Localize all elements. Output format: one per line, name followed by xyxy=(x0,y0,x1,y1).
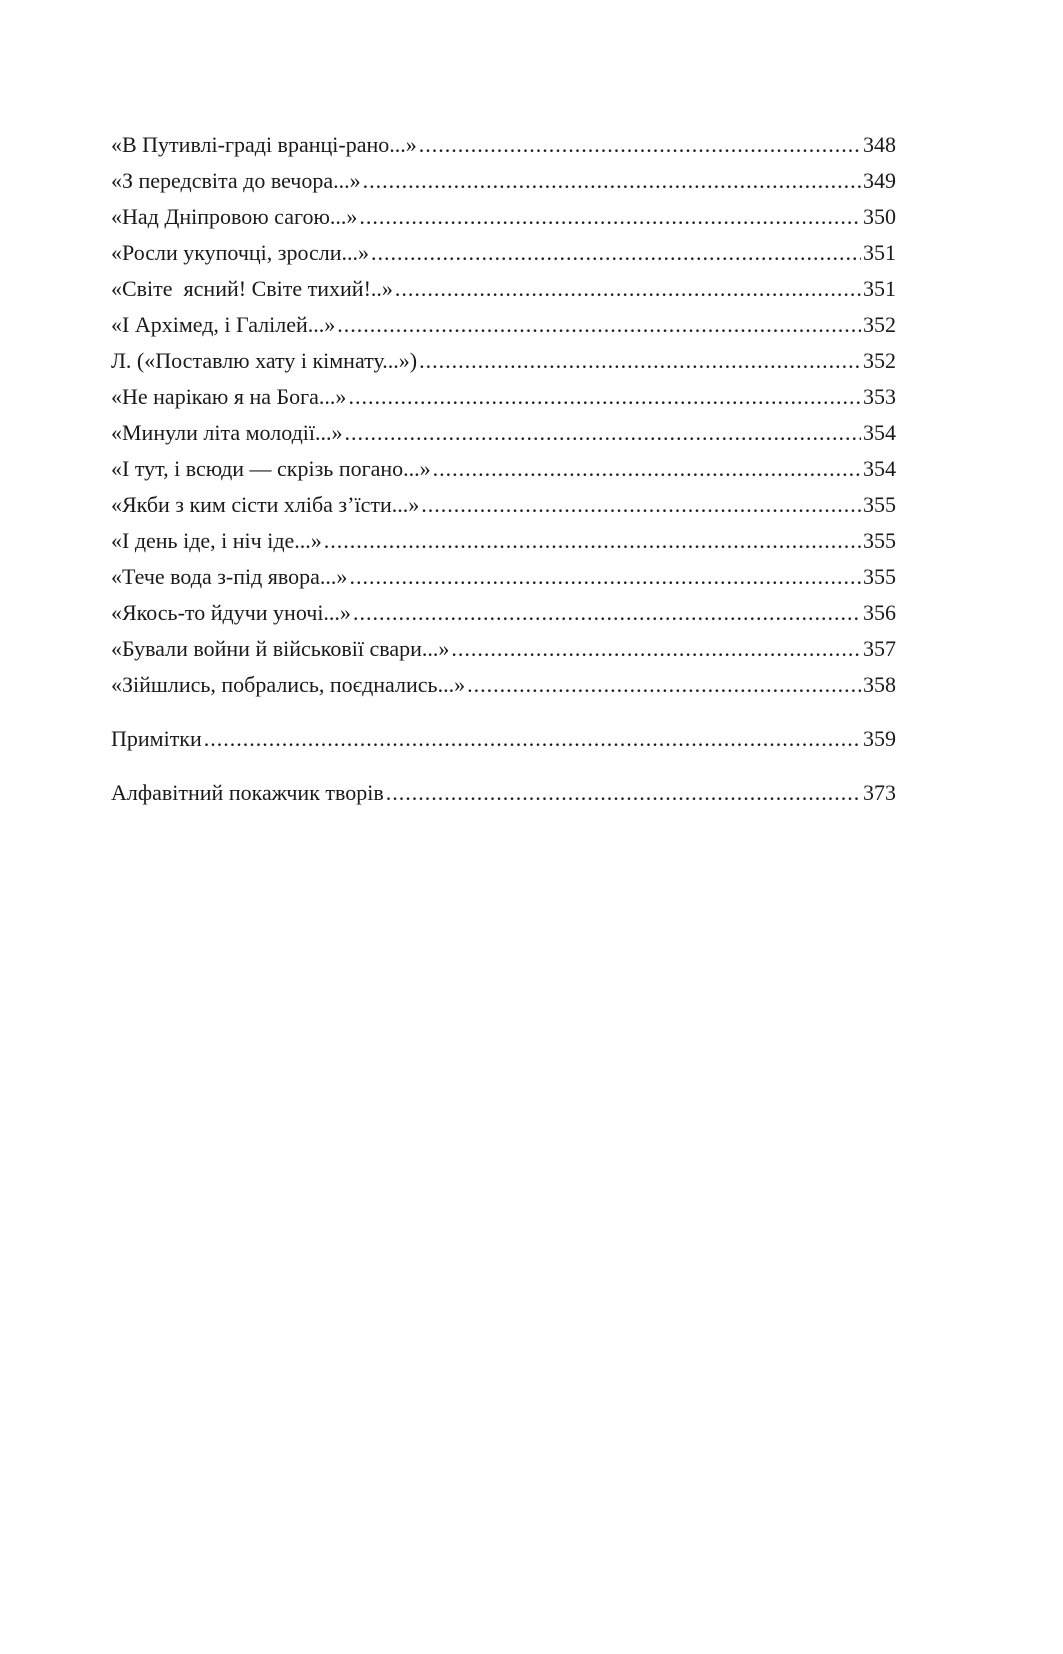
toc-entry-title: «І тут, і всюди — скрізь погано...» xyxy=(111,456,431,481)
toc-entry-page: 355 xyxy=(863,564,896,589)
toc-entry-page: 350 xyxy=(863,204,896,229)
dot-leader xyxy=(353,595,861,631)
toc-entry xyxy=(111,235,896,271)
toc-entry-page: 358 xyxy=(863,672,896,697)
toc-entry-notes xyxy=(111,721,896,757)
toc-entry-page: 354 xyxy=(863,456,896,481)
section-gap xyxy=(111,757,896,775)
toc-entry-title: «Росли укупочці, зросли...» xyxy=(111,240,370,265)
section-gap xyxy=(111,703,896,721)
toc-entry-page: 351 xyxy=(863,276,896,301)
dot-leader xyxy=(386,775,861,811)
toc-entry-page: 348 xyxy=(863,132,896,157)
toc-entry-page: 373 xyxy=(863,780,896,805)
toc-entry-title: Алфавітний покажчик творів xyxy=(111,780,384,805)
dot-leader xyxy=(419,343,861,379)
toc-entry-title: «І Архімед, і Галілей...» xyxy=(111,312,336,337)
dot-leader xyxy=(345,415,861,451)
dot-leader xyxy=(467,667,861,703)
toc-entry-page: 351 xyxy=(863,240,896,265)
toc-entry xyxy=(111,451,896,487)
toc-entry-page: 355 xyxy=(863,492,896,517)
toc-entry xyxy=(111,307,896,343)
toc-entry xyxy=(111,127,896,163)
toc-entry-page: 353 xyxy=(863,384,896,409)
toc-entry xyxy=(111,343,896,379)
toc-entry xyxy=(111,667,896,703)
toc-entry-page: 356 xyxy=(863,600,896,625)
toc-entry-page: 355 xyxy=(863,528,896,553)
toc-entry xyxy=(111,631,896,667)
toc-entry xyxy=(111,487,896,523)
toc-entry-title: «Якби з ким сісти хліба з’їсти...» xyxy=(111,492,420,517)
toc-entry-title: «Тече вода з-під явора...» xyxy=(111,564,348,589)
dot-leader xyxy=(337,307,861,343)
toc-entry-page: 349 xyxy=(863,168,896,193)
dot-leader xyxy=(349,559,861,595)
dot-leader xyxy=(204,721,861,757)
dot-leader xyxy=(433,451,861,487)
toc-entry-page: 354 xyxy=(863,420,896,445)
toc-entry-page: 359 xyxy=(863,726,896,751)
toc-entry-index xyxy=(111,775,896,811)
toc-entry-title: «Зійшлись, побрались, поєднались...» xyxy=(111,672,466,697)
toc-entry xyxy=(111,163,896,199)
toc-entry-title: «З передсвіта до вечора...» xyxy=(111,168,361,193)
toc-entry xyxy=(111,559,896,595)
dot-leader xyxy=(348,379,861,415)
toc-entry-title: «Минули літа молодії...» xyxy=(111,420,343,445)
toc-entry-title: Л. («Поставлю хату і кімнату...») xyxy=(111,348,418,373)
toc-entry xyxy=(111,271,896,307)
toc-entry-page: 357 xyxy=(863,636,896,661)
toc-entry-title: «В Путивлі-граді вранці-рано...» xyxy=(111,132,417,157)
toc-entry-page: 352 xyxy=(863,312,896,337)
dot-leader xyxy=(359,199,861,235)
dot-leader xyxy=(419,127,861,163)
dot-leader xyxy=(363,163,861,199)
dot-leader xyxy=(371,235,861,271)
toc-entry xyxy=(111,379,896,415)
toc-entry-title: Примітки xyxy=(111,726,202,751)
toc-entry-title: «І день іде, і ніч іде...» xyxy=(111,528,322,553)
toc-entry-title: «Над Дніпровою сагою...» xyxy=(111,204,358,229)
toc-entry xyxy=(111,523,896,559)
toc-entry-title: «Світе ясний! Світе тихий!..» xyxy=(111,276,393,301)
toc-entry xyxy=(111,595,896,631)
toc-entry-title: «Не нарікаю я на Бога...» xyxy=(111,384,347,409)
toc-entry-title: «Якось-то йдучи уночі...» xyxy=(111,600,351,625)
table-of-contents xyxy=(111,127,896,811)
toc-entry xyxy=(111,199,896,235)
toc-entry-title: «Бували войни й військовії свари...» xyxy=(111,636,450,661)
dot-leader xyxy=(324,523,861,559)
dot-leader xyxy=(395,271,861,307)
toc-entry xyxy=(111,415,896,451)
dot-leader xyxy=(421,487,861,523)
toc-entry-page: 352 xyxy=(863,348,896,373)
dot-leader xyxy=(451,631,861,667)
